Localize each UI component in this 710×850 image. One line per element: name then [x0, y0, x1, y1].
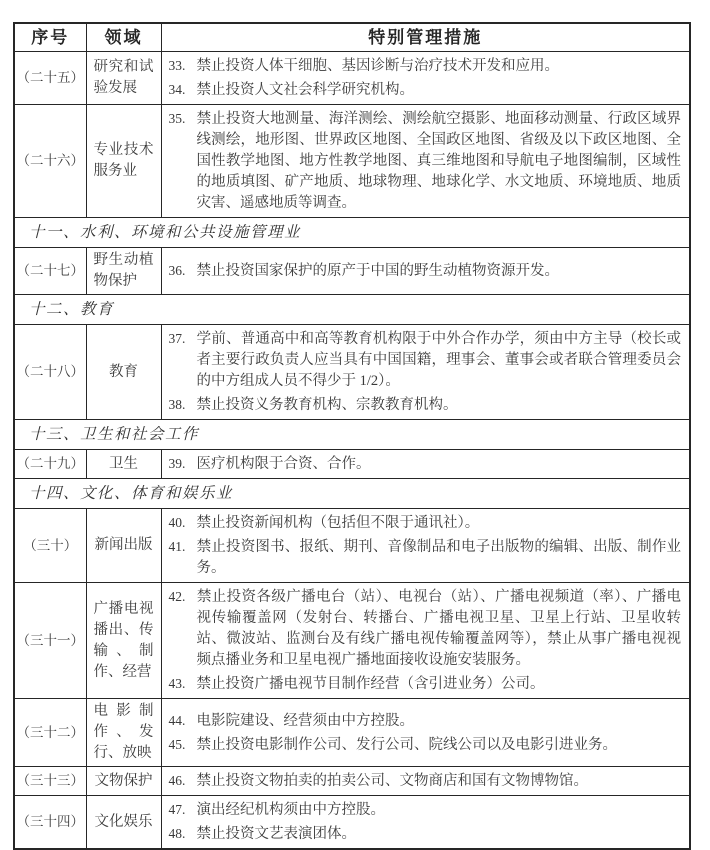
measure-item [169, 328, 682, 392]
item-row [14, 52, 690, 105]
measure-number: 37. [168, 331, 186, 346]
seq-cell: （二十七） [14, 248, 86, 295]
measures-cell [161, 325, 690, 420]
section-row [14, 295, 690, 325]
measure-number: 43. [168, 676, 186, 691]
section-title: 十二、教育 [14, 295, 690, 325]
seq-cell: （二十八） [14, 325, 86, 420]
measures-cell [161, 509, 690, 583]
section-title: 十一、水利、环境和公共设施管理业 [14, 218, 690, 248]
field-cell: 研究和试验发展 [86, 52, 161, 105]
measure-text: 禁止投资新闻机构（包括但不限于通讯社）。 [196, 515, 480, 531]
measures-cell [161, 105, 690, 218]
measure-number: 42. [168, 589, 186, 604]
measure-number: 35. [168, 111, 186, 126]
measure-text: 禁止投资各级广播电台（站）、电视台（站）、广播电视频道（率）、广播电视传输覆盖网（发射台、转播台、广播电视卫星、卫星上行站、卫星收转站、微波站、监测台及有线广播电视传输覆盖网等），禁止从事广播电视视频点播业务和卫星电视广播地面接收设施安装服务。 [196, 589, 681, 668]
measure-item [169, 394, 682, 416]
field-cell: 文物保护 [86, 767, 161, 796]
item-row [14, 248, 690, 295]
measure-number: 47. [168, 802, 186, 817]
measure-text: 禁止投资文艺表演团体。 [196, 826, 356, 842]
measure-item [169, 673, 682, 695]
measure-number: 36. [168, 263, 186, 278]
measures-cell [161, 583, 690, 699]
section-title: 十三、卫生和社会工作 [14, 420, 690, 450]
measure-text: 禁止投资义务教育机构、宗教教育机构。 [196, 397, 458, 413]
field-cell: 文化娱乐 [86, 796, 161, 850]
seq-cell: （二十五） [14, 52, 86, 105]
measure-text: 学前、普通高中和高等教育机构限于中外合作办学，须由中方主导（校长或者主要行政负责人应当具有中国国籍，理事会、董事会或者联合管理委员会的中方组成人员不得少于 1/2）。 [196, 331, 681, 389]
measure-item [169, 108, 682, 214]
measure-number: 39. [168, 456, 186, 471]
column-header-measures: 特别管理措施 [161, 23, 690, 52]
seq-cell: （三十） [14, 509, 86, 583]
measure-item [169, 823, 682, 845]
field-cell: 教育 [86, 325, 161, 420]
measure-item [169, 79, 682, 101]
item-row [14, 325, 690, 420]
item-row [14, 699, 690, 767]
measures-cell [161, 699, 690, 767]
seq-cell: （三十四） [14, 796, 86, 850]
measure-number: 38. [168, 397, 186, 412]
section-row [14, 479, 690, 509]
measure-text: 禁止投资广播电视节目制作经营（含引进业务）公司。 [196, 676, 545, 692]
table-body [14, 52, 690, 850]
section-title: 十四、文化、体育和娱乐业 [14, 479, 690, 509]
measure-text: 禁止投资大地测量、海洋测绘、测绘航空摄影、地面移动测量、行政区域界线测绘，地形图、世界政区地图、全国政区地图、省级及以下政区地图、全国性教学地图、地方性教学地图、真三维地图和导航电子地图编制，区域性的地质填图、矿产地质、地球物理、地球化学、水文地质、环境地质、地质灾害、遥感地质等调查。 [196, 111, 681, 211]
measure-text: 医疗机构限于合资、合作。 [196, 456, 371, 472]
section-row [14, 420, 690, 450]
measures-cell [161, 52, 690, 105]
item-row [14, 796, 690, 850]
measure-item [169, 799, 682, 821]
seq-cell: （三十一） [14, 583, 86, 699]
table-header-row [14, 23, 690, 52]
measure-number: 40. [168, 515, 186, 530]
item-row [14, 450, 690, 479]
measure-item [169, 453, 682, 475]
measure-number: 46. [168, 773, 186, 788]
column-header-field: 领域 [86, 23, 161, 52]
measure-number: 45. [168, 736, 186, 752]
measure-text: 禁止投资人体干细胞、基因诊断与治疗技术开发和应用。 [196, 58, 559, 74]
measure-text: 禁止投资国家保护的原产于中国的野生动植物资源开发。 [196, 263, 559, 279]
item-row [14, 105, 690, 218]
field-cell: 广播电视播出、传输、制作、经营 [86, 583, 161, 699]
measure-item [169, 710, 682, 732]
field-cell: 专业技术服务业 [86, 105, 161, 218]
measure-item [169, 260, 682, 282]
measures-cell [161, 248, 690, 295]
measure-item [169, 536, 682, 579]
measure-number: 34. [168, 82, 186, 97]
seq-cell: （二十六） [14, 105, 86, 218]
measure-number: 41. [168, 539, 186, 554]
measure-text: 禁止投资电影制作公司、发行公司、院线公司以及电影引进业务。 [196, 736, 617, 753]
measures-cell [161, 767, 690, 796]
measure-text: 禁止投资文物拍卖的拍卖公司、文物商店和国有文物博物馆。 [196, 773, 588, 789]
measure-text: 禁止投资人文社会科学研究机构。 [196, 82, 414, 98]
measure-number: 33. [168, 58, 186, 73]
measures-cell [161, 796, 690, 850]
section-row [14, 218, 690, 248]
field-cell: 新闻出版 [86, 509, 161, 583]
measure-text: 演出经纪机构须由中方控股。 [196, 802, 385, 818]
seq-cell: （三十三） [14, 767, 86, 796]
column-header-seq: 序号 [14, 23, 86, 52]
field-cell: 卫生 [86, 450, 161, 479]
measure-item [169, 55, 682, 77]
item-row [14, 583, 690, 699]
measure-item [169, 512, 682, 534]
measure-text: 电影院建设、经营须由中方控股。 [196, 712, 414, 729]
seq-cell: （三十二） [14, 699, 86, 767]
item-row [14, 767, 690, 796]
field-cell: 野生动植物保护 [86, 248, 161, 295]
measure-number: 44. [168, 712, 186, 728]
measure-number: 48. [168, 826, 186, 841]
measure-text: 禁止投资图书、报纸、期刊、音像制品和电子出版物的编辑、出版、制作业务。 [196, 539, 681, 576]
field-cell: 电影制作、发行、放映 [86, 699, 161, 767]
item-row [14, 509, 690, 583]
measure-item [169, 586, 682, 671]
measure-item [169, 734, 682, 756]
seq-cell: （二十九） [14, 450, 86, 479]
negative-list-table [13, 22, 691, 850]
measures-cell [161, 450, 690, 479]
measure-item [169, 770, 682, 792]
